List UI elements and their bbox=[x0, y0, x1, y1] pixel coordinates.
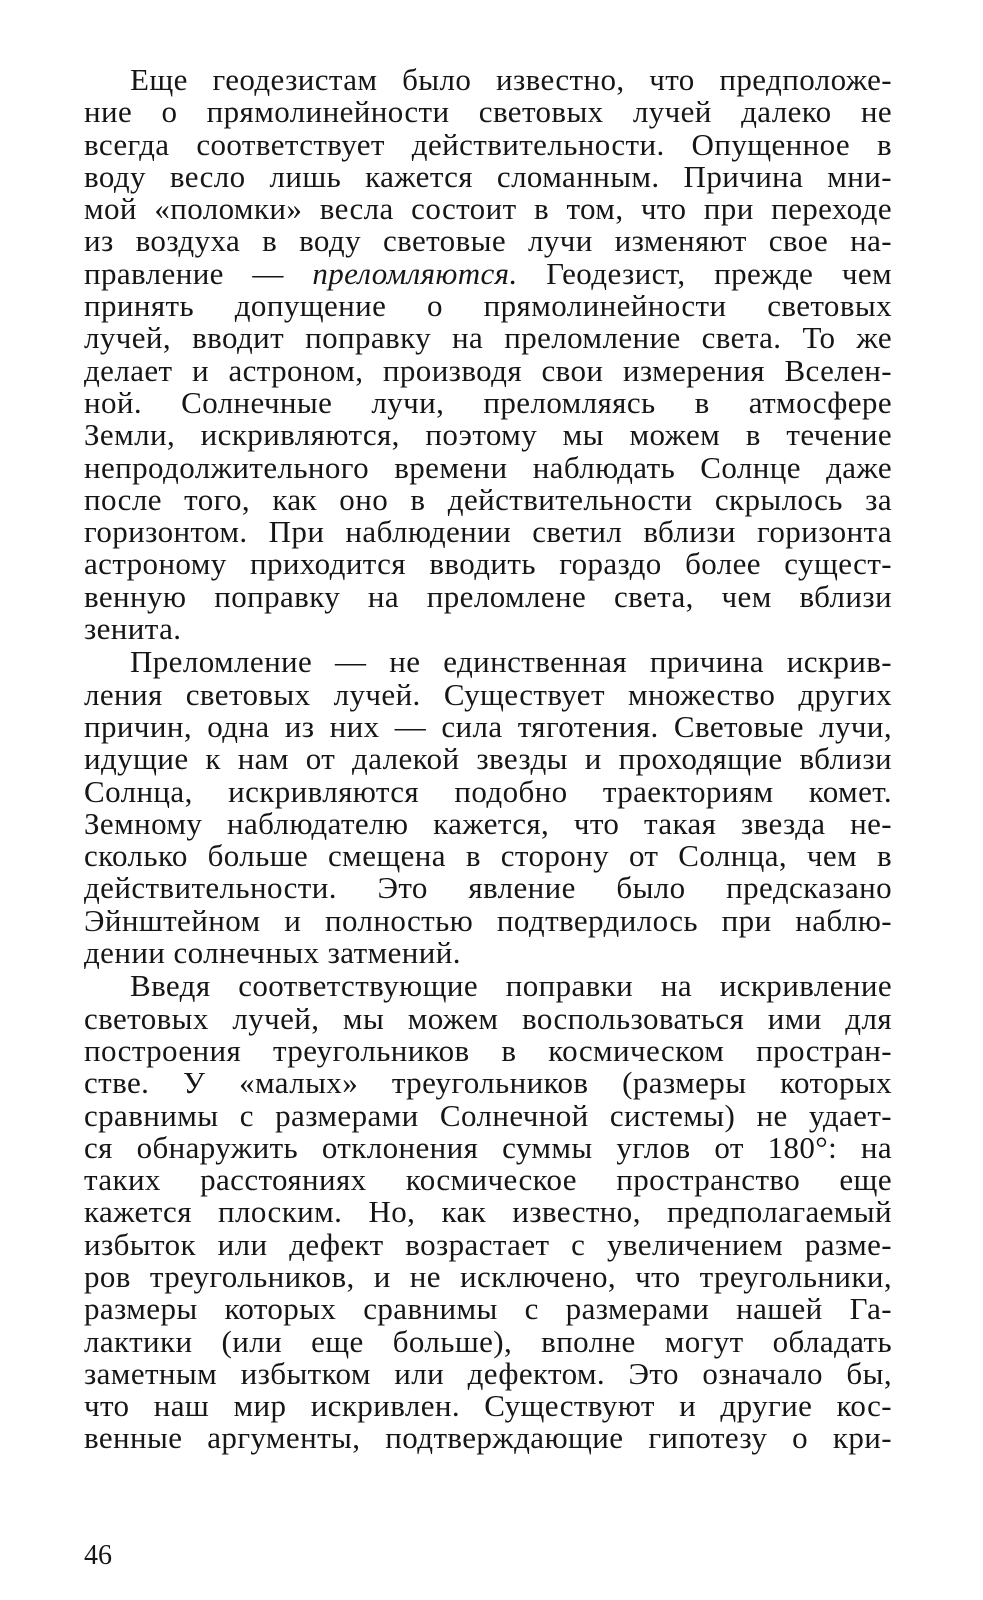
text-line: лактики (или еще больше), вполне могут обладать bbox=[84, 1323, 892, 1359]
text-line: световых лучей, мы можем воспользоваться ими для bbox=[84, 1000, 892, 1036]
body-text bbox=[84, 64, 892, 1455]
text-line: таких расстояниях космическое пространство еще bbox=[84, 1162, 892, 1198]
text-line: астроному приходится вводить гораздо более сущест- bbox=[84, 546, 892, 582]
text-line: Еще геодезистам было известно, что предположе- bbox=[130, 62, 892, 97]
emphasized-term: преломляются. bbox=[312, 255, 518, 291]
text-line: размеры которых сравнимы с размерами нашей Га- bbox=[84, 1291, 892, 1327]
text-line: заметным избытком или дефектом. Это означало бы, bbox=[84, 1355, 892, 1391]
text-line: делает и астроном, производя свои измерения Вселен- bbox=[84, 352, 892, 388]
text-line: принять допущение о прямолинейности световых bbox=[84, 288, 892, 324]
text-line: из воздуха в воду световые лучи изменяют свое на- bbox=[84, 223, 892, 259]
text-line: венную поправку на преломлене света, чем вблизи bbox=[84, 578, 892, 614]
text-line: зенита. bbox=[84, 611, 182, 647]
text-line: венные аргументы, подтверждающие гипотезу о кри- bbox=[84, 1420, 892, 1456]
text-segment: Геодезист, прежде чем bbox=[517, 255, 892, 291]
text-line: Земному наблюдателю кажется, что такая звезда не- bbox=[84, 805, 892, 841]
text-line: идущие к нам от далекой звезды и проходящие вблизи bbox=[84, 741, 892, 777]
text-line: всегда соответствует действительности. Опущенное в bbox=[84, 126, 892, 162]
text-line-with-emphasis bbox=[84, 255, 892, 291]
text-line: лучей, вводит поправку на преломление света. То же bbox=[84, 320, 892, 356]
text-line: Введя соответствующие поправки на искривление bbox=[130, 968, 892, 1004]
text-line: воду весло лишь кажется сломанным. Причина мни- bbox=[84, 158, 892, 194]
text-line: причин, одна из них — сила тяготения. Световые лучи, bbox=[84, 708, 892, 744]
text-line: ления световых лучей. Существует множество других bbox=[84, 676, 892, 712]
text-line: Преломление — не единственная причина искрив- bbox=[130, 644, 892, 680]
text-line: Земли, искривляются, поэтому мы можем в течение bbox=[84, 417, 892, 453]
text-line: горизонтом. При наблюдении светил вблизи горизонта bbox=[84, 514, 892, 550]
text-line: стве. У «малых» треугольников (размеры которых bbox=[84, 1065, 892, 1101]
text-segment: правление — bbox=[84, 255, 313, 291]
text-line: ров треугольников, и не исключено, что треугольники, bbox=[84, 1258, 892, 1294]
text-line: ной. Солнечные лучи, преломляясь в атмосфере bbox=[84, 384, 892, 420]
text-line: что наш мир искривлен. Существуют и другие кос- bbox=[84, 1388, 892, 1424]
text-line: Солнца, искривляются подобно траекториям комет. bbox=[84, 773, 892, 809]
text-line: ся обнаружить отклонения суммы углов от 180°: на bbox=[84, 1129, 892, 1165]
text-line: сколько больше смещена в сторону от Солнца, чем в bbox=[84, 838, 892, 874]
text-line: сравнимы с размерами Солнечной системы) не удает- bbox=[84, 1097, 892, 1133]
text-line: ние о прямолинейности световых лучей далеко не bbox=[84, 94, 892, 130]
text-line: избыток или дефект возрастает с увеличением разме- bbox=[84, 1226, 892, 1262]
page-number: 46 bbox=[84, 1540, 112, 1571]
text-line: построения треугольников в космическом простран- bbox=[84, 1032, 892, 1068]
text-line: непродолжительного времени наблюдать Солнце даже bbox=[84, 449, 892, 485]
text-line: после того, как оно в действительности скрылось за bbox=[84, 481, 892, 517]
text-line: мой «поломки» весла состоит в том, что при переходе bbox=[84, 191, 892, 227]
text-line: действительности. Это явление было предсказано bbox=[84, 870, 892, 906]
text-line: Эйнштейном и полностью подтвердилось при наблю- bbox=[84, 902, 892, 938]
text-line: кажется плоским. Но, как известно, предполагаемый bbox=[84, 1194, 892, 1230]
text-line: дении солнечных затмений. bbox=[84, 935, 461, 971]
